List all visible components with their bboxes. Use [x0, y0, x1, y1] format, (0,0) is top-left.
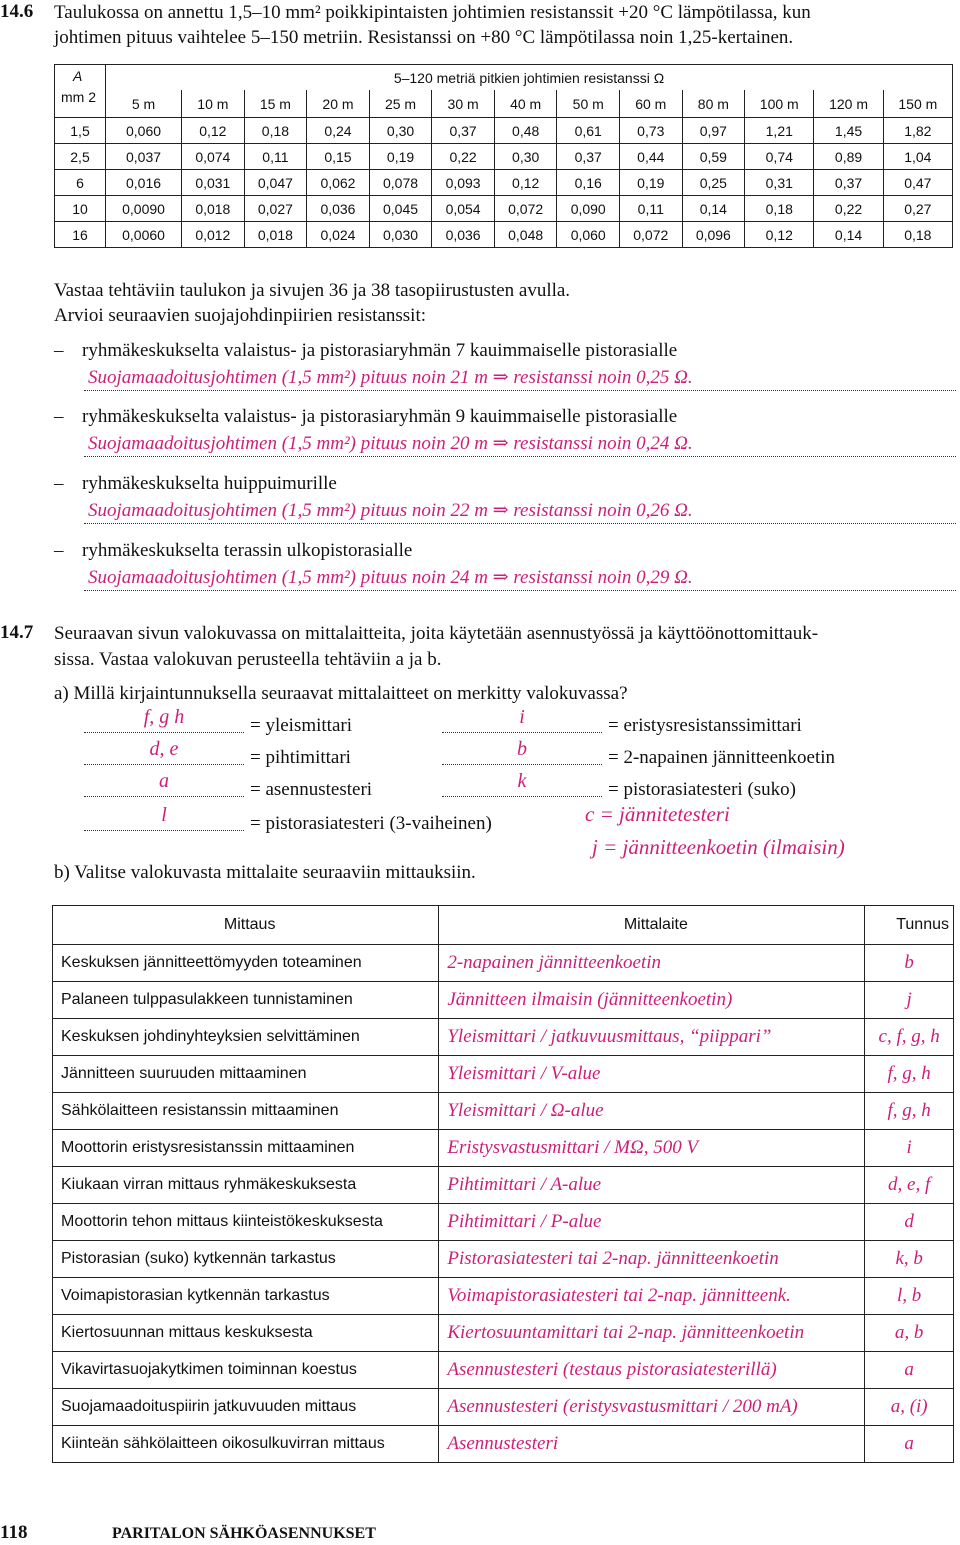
- device-answer: Jännitteen ilmaisin (jännitteenkoetin): [447, 989, 733, 1010]
- measurement-name-cell: Vikavirtasuojakytkimen toiminnan koestus: [53, 1352, 439, 1389]
- corner-unit-label: mm 2: [61, 89, 96, 105]
- book-title: PARITALON SÄHKÖASENNUKSET: [112, 1525, 376, 1542]
- length-header-cell: 60 m: [620, 90, 683, 117]
- device-answer: Kiertosuuntamittari tai 2-nap. jännitteenkoetin: [447, 1322, 805, 1343]
- measurement-header-row: [53, 906, 954, 945]
- item-question: ryhmäkeskukselta huippuimurille: [82, 473, 337, 494]
- measurement-name-cell: Kiukaan virran mittaus ryhmäkeskuksesta: [53, 1167, 439, 1204]
- measurement-row: [53, 945, 954, 982]
- measurement-row: [53, 1056, 954, 1093]
- code-answer: a, b: [894, 1322, 924, 1343]
- device-answer: Yleismittari / V-alue: [447, 1063, 601, 1084]
- resistance-value-cell: 0,14: [682, 196, 745, 222]
- resistance-value-cell: 0,25: [682, 170, 745, 196]
- question-text-14-7-line2: sissa. Vastaa valokuvan perusteella tehtäviin a ja b.: [54, 649, 442, 670]
- code-cell: [865, 1315, 954, 1352]
- length-header-cell: 30 m: [432, 90, 495, 117]
- question-a: a) Millä kirjaintunnuksella seuraavat mittalaitteet on merkitty valokuvassa?: [54, 683, 628, 704]
- length-header-cell: 20 m: [307, 90, 370, 117]
- code-answer: b: [904, 952, 914, 973]
- resistance-value-cell: 0,072: [494, 196, 557, 222]
- area-cell: 2,5: [55, 144, 106, 170]
- answer-blank-right: b: [442, 738, 602, 765]
- measurement-row: [53, 1389, 954, 1426]
- measurement-row: [53, 1352, 954, 1389]
- header-mittalaite: Mittalaite: [439, 906, 865, 945]
- item-dash: –: [54, 540, 64, 561]
- answer-blank-left: l: [84, 804, 244, 831]
- answer-blank-left: a: [84, 770, 244, 797]
- code-cell: [865, 1167, 954, 1204]
- resistance-value-cell: 0,59: [682, 144, 745, 170]
- resistance-value-cell: 1,82: [883, 118, 952, 144]
- measurement-row: [53, 1241, 954, 1278]
- measurement-name-cell: Jännitteen suuruuden mittaaminen: [53, 1056, 439, 1093]
- resistance-row: [55, 118, 953, 144]
- resistance-value-cell: 0,14: [814, 222, 883, 248]
- resistance-value-cell: 0,24: [307, 118, 370, 144]
- device-cell: [439, 1352, 865, 1389]
- code-answer: k, b: [895, 1248, 923, 1269]
- resistance-value-cell: 0,18: [244, 118, 307, 144]
- device-cell: [439, 1130, 865, 1167]
- resistance-value-cell: 0,19: [369, 144, 432, 170]
- device-cell: [439, 1093, 865, 1130]
- resistance-value-cell: 0,045: [369, 196, 432, 222]
- resistance-value-cell: 0,016: [106, 170, 182, 196]
- code-answer: f, g, h: [887, 1100, 931, 1121]
- code-cell: [865, 1056, 954, 1093]
- resistance-value-cell: 0,018: [244, 222, 307, 248]
- answer-blank-left: f, g h: [84, 706, 244, 733]
- length-header-cell: 40 m: [494, 90, 557, 117]
- code-cell: [865, 1352, 954, 1389]
- resistance-value-cell: 0,37: [432, 118, 495, 144]
- measurement-row: [53, 1130, 954, 1167]
- resistance-value-cell: 0,37: [557, 144, 620, 170]
- measurement-name-cell: Palaneen tulppasulakkeen tunnistaminen: [53, 982, 439, 1019]
- resistance-value-cell: 0,18: [883, 222, 952, 248]
- resistance-value-cell: 0,054: [432, 196, 495, 222]
- area-cell: 10: [55, 196, 106, 222]
- measurement-row: [53, 1426, 954, 1463]
- resistance-value-cell: 0,19: [620, 170, 683, 196]
- resistance-value-cell: 0,047: [244, 170, 307, 196]
- code-cell: [865, 1093, 954, 1130]
- measurement-table: [52, 905, 954, 1463]
- device-label-right: = eristysresistanssimittari: [608, 715, 802, 736]
- resistance-caption: 5–120 metriä pitkien johtimien resistanssi Ω: [106, 65, 953, 91]
- resistance-table-caption-row: [55, 65, 953, 91]
- device-cell: [439, 1019, 865, 1056]
- resistance-value-cell: 0,030: [369, 222, 432, 248]
- length-header-row: [55, 90, 953, 117]
- resistance-value-cell: 1,21: [745, 118, 814, 144]
- device-answer: Pihtimittari / A-alue: [447, 1174, 602, 1195]
- measurement-row: [53, 1093, 954, 1130]
- resistance-value-cell: 0,036: [307, 196, 370, 222]
- resistance-value-cell: 0,11: [620, 196, 683, 222]
- resistance-table: [54, 64, 953, 248]
- device-cell: [439, 1056, 865, 1093]
- code-answer: d, e, f: [888, 1174, 931, 1195]
- question-text-14-6-line2: johtimen pituus vaihtelee 5–150 metriin. Resistanssi on +80 °C lämpötilassa noin 1,25-kertainen.: [54, 27, 794, 48]
- device-label-left: = pihtimittari: [250, 747, 351, 768]
- measurement-name-cell: Sähkölaitteen resistanssin mittaaminen: [53, 1093, 439, 1130]
- device-cell: [439, 1167, 865, 1204]
- item-question: ryhmäkeskukselta valaistus- ja pistorasiaryhmän 9 kauimmaiselle pistorasialle: [82, 406, 678, 427]
- measurement-name-cell: Voimapistorasian kytkennän tarkastus: [53, 1278, 439, 1315]
- resistance-value-cell: 0,22: [814, 196, 883, 222]
- length-header-cell: 80 m: [682, 90, 745, 117]
- resistance-value-cell: 0,0060: [106, 222, 182, 248]
- page-number: 118: [0, 1522, 28, 1543]
- resistance-value-cell: 0,22: [432, 144, 495, 170]
- item-dash: –: [54, 406, 64, 427]
- resistance-value-cell: 0,072: [620, 222, 683, 248]
- length-header-cell: 120 m: [814, 90, 883, 117]
- resistance-value-cell: 0,018: [182, 196, 245, 222]
- corner-cell: [55, 65, 106, 118]
- resistance-value-cell: 1,45: [814, 118, 883, 144]
- resistance-value-cell: 0,27: [883, 196, 952, 222]
- resistance-value-cell: 0,12: [745, 222, 814, 248]
- resistance-value-cell: 0,074: [182, 144, 245, 170]
- resistance-value-cell: 0,027: [244, 196, 307, 222]
- item-dash: –: [54, 473, 64, 494]
- device-answer: 2-napainen jännitteenkoetin: [447, 952, 662, 973]
- measurement-name-cell: Moottorin eristysresistanssin mittaaminen: [53, 1130, 439, 1167]
- length-header-cell: 25 m: [369, 90, 432, 117]
- device-cell: [439, 1204, 865, 1241]
- device-answer: Yleismittari / jatkuvuusmittaus, “piippari”: [447, 1026, 772, 1047]
- question-text-14-7-line1: Seuraavan sivun valokuvassa on mittalaitteita, joita käytetään asennustyössä ja käyttöönottomittauk-: [54, 623, 819, 644]
- code-answer: f, g, h: [887, 1063, 931, 1084]
- resistance-value-cell: 0,89: [814, 144, 883, 170]
- resistance-value-cell: 0,090: [557, 196, 620, 222]
- code-answer: a: [904, 1359, 914, 1380]
- resistance-value-cell: 0,18: [745, 196, 814, 222]
- extra-answer-c: c = jännitetesteri: [585, 802, 730, 826]
- resistance-value-cell: 0,037: [106, 144, 182, 170]
- measurement-row: [53, 1315, 954, 1352]
- resistance-row: [55, 170, 953, 196]
- resistance-value-cell: 0,12: [182, 118, 245, 144]
- length-header-cell: 150 m: [883, 90, 952, 117]
- area-cell: 16: [55, 222, 106, 248]
- device-answer: Asennustesteri (testaus pistorasiatesterillä): [447, 1359, 777, 1380]
- question-number-14-6: 14.6: [0, 1, 34, 22]
- resistance-row: [55, 196, 953, 222]
- resistance-value-cell: 0,060: [106, 118, 182, 144]
- answer-blank-left: d, e: [84, 738, 244, 765]
- extra-answer-j: j = jännitteenkoetin (ilmaisin): [592, 835, 845, 859]
- code-cell: [865, 1389, 954, 1426]
- device-cell: [439, 1426, 865, 1463]
- question-text-14-6-line1: Taulukossa on annettu 1,5–10 mm² poikkipintaisten johtimien resistanssit +20 °C lämpötilassa, kun: [54, 2, 811, 23]
- resistance-value-cell: 0,024: [307, 222, 370, 248]
- code-answer: l, b: [897, 1285, 922, 1306]
- code-cell: [865, 1204, 954, 1241]
- resistance-value-cell: 0,036: [432, 222, 495, 248]
- resistance-value-cell: 0,31: [745, 170, 814, 196]
- measurement-row: [53, 1019, 954, 1056]
- device-cell: [439, 982, 865, 1019]
- code-cell: [865, 1278, 954, 1315]
- item-answer: Suojamaadoitusjohtimen (1,5 mm²) pituus noin 20 m ⇒ resistanssi noin 0,24 Ω.: [84, 431, 956, 457]
- instruction-line2: Arvioi seuraavien suojajohdinpiirien resistanssit:: [54, 305, 427, 326]
- device-cell: [439, 1389, 865, 1426]
- code-answer: d: [904, 1211, 914, 1232]
- resistance-value-cell: 0,012: [182, 222, 245, 248]
- item-question: ryhmäkeskukselta valaistus- ja pistorasiaryhmän 7 kauimmaiselle pistorasialle: [82, 340, 678, 361]
- resistance-value-cell: 0,12: [494, 170, 557, 196]
- area-cell: 1,5: [55, 118, 106, 144]
- resistance-value-cell: 0,74: [745, 144, 814, 170]
- resistance-value-cell: 0,060: [557, 222, 620, 248]
- resistance-value-cell: 0,0090: [106, 196, 182, 222]
- resistance-value-cell: 1,04: [883, 144, 952, 170]
- measurement-name-cell: Keskuksen jännitteettömyyden toteaminen: [53, 945, 439, 982]
- device-answer: Asennustesteri (eristysvastusmittari / 200 mA): [447, 1396, 798, 1417]
- device-cell: [439, 1278, 865, 1315]
- length-header-cell: 10 m: [182, 90, 245, 117]
- header-tunnus: Tunnus: [865, 906, 954, 945]
- device-label-left: = asennustesteri: [250, 779, 373, 800]
- code-cell: [865, 1426, 954, 1463]
- item-answer: Suojamaadoitusjohtimen (1,5 mm²) pituus noin 24 m ⇒ resistanssi noin 0,29 Ω.: [84, 565, 956, 591]
- code-answer: c, f, g, h: [878, 1026, 940, 1047]
- resistance-value-cell: 0,062: [307, 170, 370, 196]
- item-dash: –: [54, 340, 64, 361]
- resistance-value-cell: 0,093: [432, 170, 495, 196]
- item-answer: Suojamaadoitusjohtimen (1,5 mm²) pituus noin 22 m ⇒ resistanssi noin 0,26 Ω.: [84, 498, 956, 524]
- answer-blank-right: i: [442, 706, 602, 733]
- measurement-row: [53, 1204, 954, 1241]
- measurement-name-cell: Kiinteän sähkölaitteen oikosulkuvirran mittaus: [53, 1426, 439, 1463]
- measurement-name-cell: Keskuksen johdinyhteyksien selvittäminen: [53, 1019, 439, 1056]
- measurement-name-cell: Pistorasian (suko) kytkennän tarkastus: [53, 1241, 439, 1278]
- resistance-value-cell: 0,30: [369, 118, 432, 144]
- resistance-value-cell: 0,44: [620, 144, 683, 170]
- item-answer: Suojamaadoitusjohtimen (1,5 mm²) pituus noin 21 m ⇒ resistanssi noin 0,25 Ω.: [84, 365, 956, 391]
- measurement-row: [53, 1167, 954, 1204]
- item-question: ryhmäkeskukselta terassin ulkopistorasialle: [82, 540, 413, 561]
- code-answer: a, (i): [890, 1396, 928, 1417]
- resistance-value-cell: 0,47: [883, 170, 952, 196]
- resistance-value-cell: 0,048: [494, 222, 557, 248]
- resistance-value-cell: 0,37: [814, 170, 883, 196]
- code-cell: [865, 1130, 954, 1167]
- code-cell: [865, 945, 954, 982]
- measurement-name-cell: Moottorin tehon mittaus kiinteistökeskuksesta: [53, 1204, 439, 1241]
- resistance-value-cell: 0,30: [494, 144, 557, 170]
- area-cell: 6: [55, 170, 106, 196]
- resistance-value-cell: 0,61: [557, 118, 620, 144]
- question-number-14-7: 14.7: [0, 622, 34, 643]
- code-answer: i: [906, 1137, 912, 1158]
- measurement-name-cell: Kiertosuunnan mittaus keskuksesta: [53, 1315, 439, 1352]
- question-b: b) Valitse valokuvasta mittalaite seuraaviin mittauksiin.: [54, 862, 476, 883]
- code-answer: a: [904, 1433, 914, 1454]
- header-mittaus: Mittaus: [53, 906, 439, 945]
- device-answer: Yleismittari / Ω-alue: [447, 1100, 604, 1121]
- device-answer: Eristysvastusmittari / MΩ, 500 V: [447, 1137, 699, 1158]
- resistance-value-cell: 0,73: [620, 118, 683, 144]
- resistance-value-cell: 0,97: [682, 118, 745, 144]
- length-header-cell: 50 m: [557, 90, 620, 117]
- resistance-value-cell: 0,16: [557, 170, 620, 196]
- device-label-right: = 2-napainen jännitteenkoetin: [608, 747, 836, 768]
- corner-area-label: A: [73, 68, 83, 84]
- answer-blank-right: k: [442, 770, 602, 797]
- resistance-value-cell: 0,48: [494, 118, 557, 144]
- device-label-left: = yleismittari: [250, 715, 353, 736]
- device-label-right: = pistorasiatesteri (suko): [608, 779, 797, 800]
- resistance-row: [55, 222, 953, 248]
- device-answer: Pihtimittari / P-alue: [447, 1211, 602, 1232]
- measurement-row: [53, 982, 954, 1019]
- length-header-cell: 100 m: [745, 90, 814, 117]
- measurement-row: [53, 1278, 954, 1315]
- resistance-value-cell: 0,11: [244, 144, 307, 170]
- resistance-value-cell: 0,031: [182, 170, 245, 196]
- device-label-left: = pistorasiatesteri (3-vaiheinen): [250, 813, 492, 834]
- resistance-row: [55, 144, 953, 170]
- code-cell: [865, 982, 954, 1019]
- length-header-cell: 15 m: [244, 90, 307, 117]
- device-cell: [439, 945, 865, 982]
- resistance-value-cell: 0,096: [682, 222, 745, 248]
- device-answer: Asennustesteri: [447, 1433, 559, 1454]
- code-cell: [865, 1019, 954, 1056]
- device-cell: [439, 1315, 865, 1352]
- device-answer: Voimapistorasiatesteri tai 2-nap. jännitteenk.: [447, 1285, 791, 1306]
- device-cell: [439, 1241, 865, 1278]
- device-answer: Pistorasiatesteri tai 2-nap. jännitteenkoetin: [447, 1248, 779, 1269]
- measurement-name-cell: Suojamaadoituspiirin jatkuvuuden mittaus: [53, 1389, 439, 1426]
- resistance-value-cell: 0,15: [307, 144, 370, 170]
- instruction-line1: Vastaa tehtäviin taulukon ja sivujen 36 ja 38 tasopiirustusten avulla.: [54, 280, 571, 301]
- length-header-cell: 5 m: [106, 90, 182, 117]
- code-answer: j: [906, 989, 912, 1010]
- code-cell: [865, 1241, 954, 1278]
- resistance-value-cell: 0,078: [369, 170, 432, 196]
